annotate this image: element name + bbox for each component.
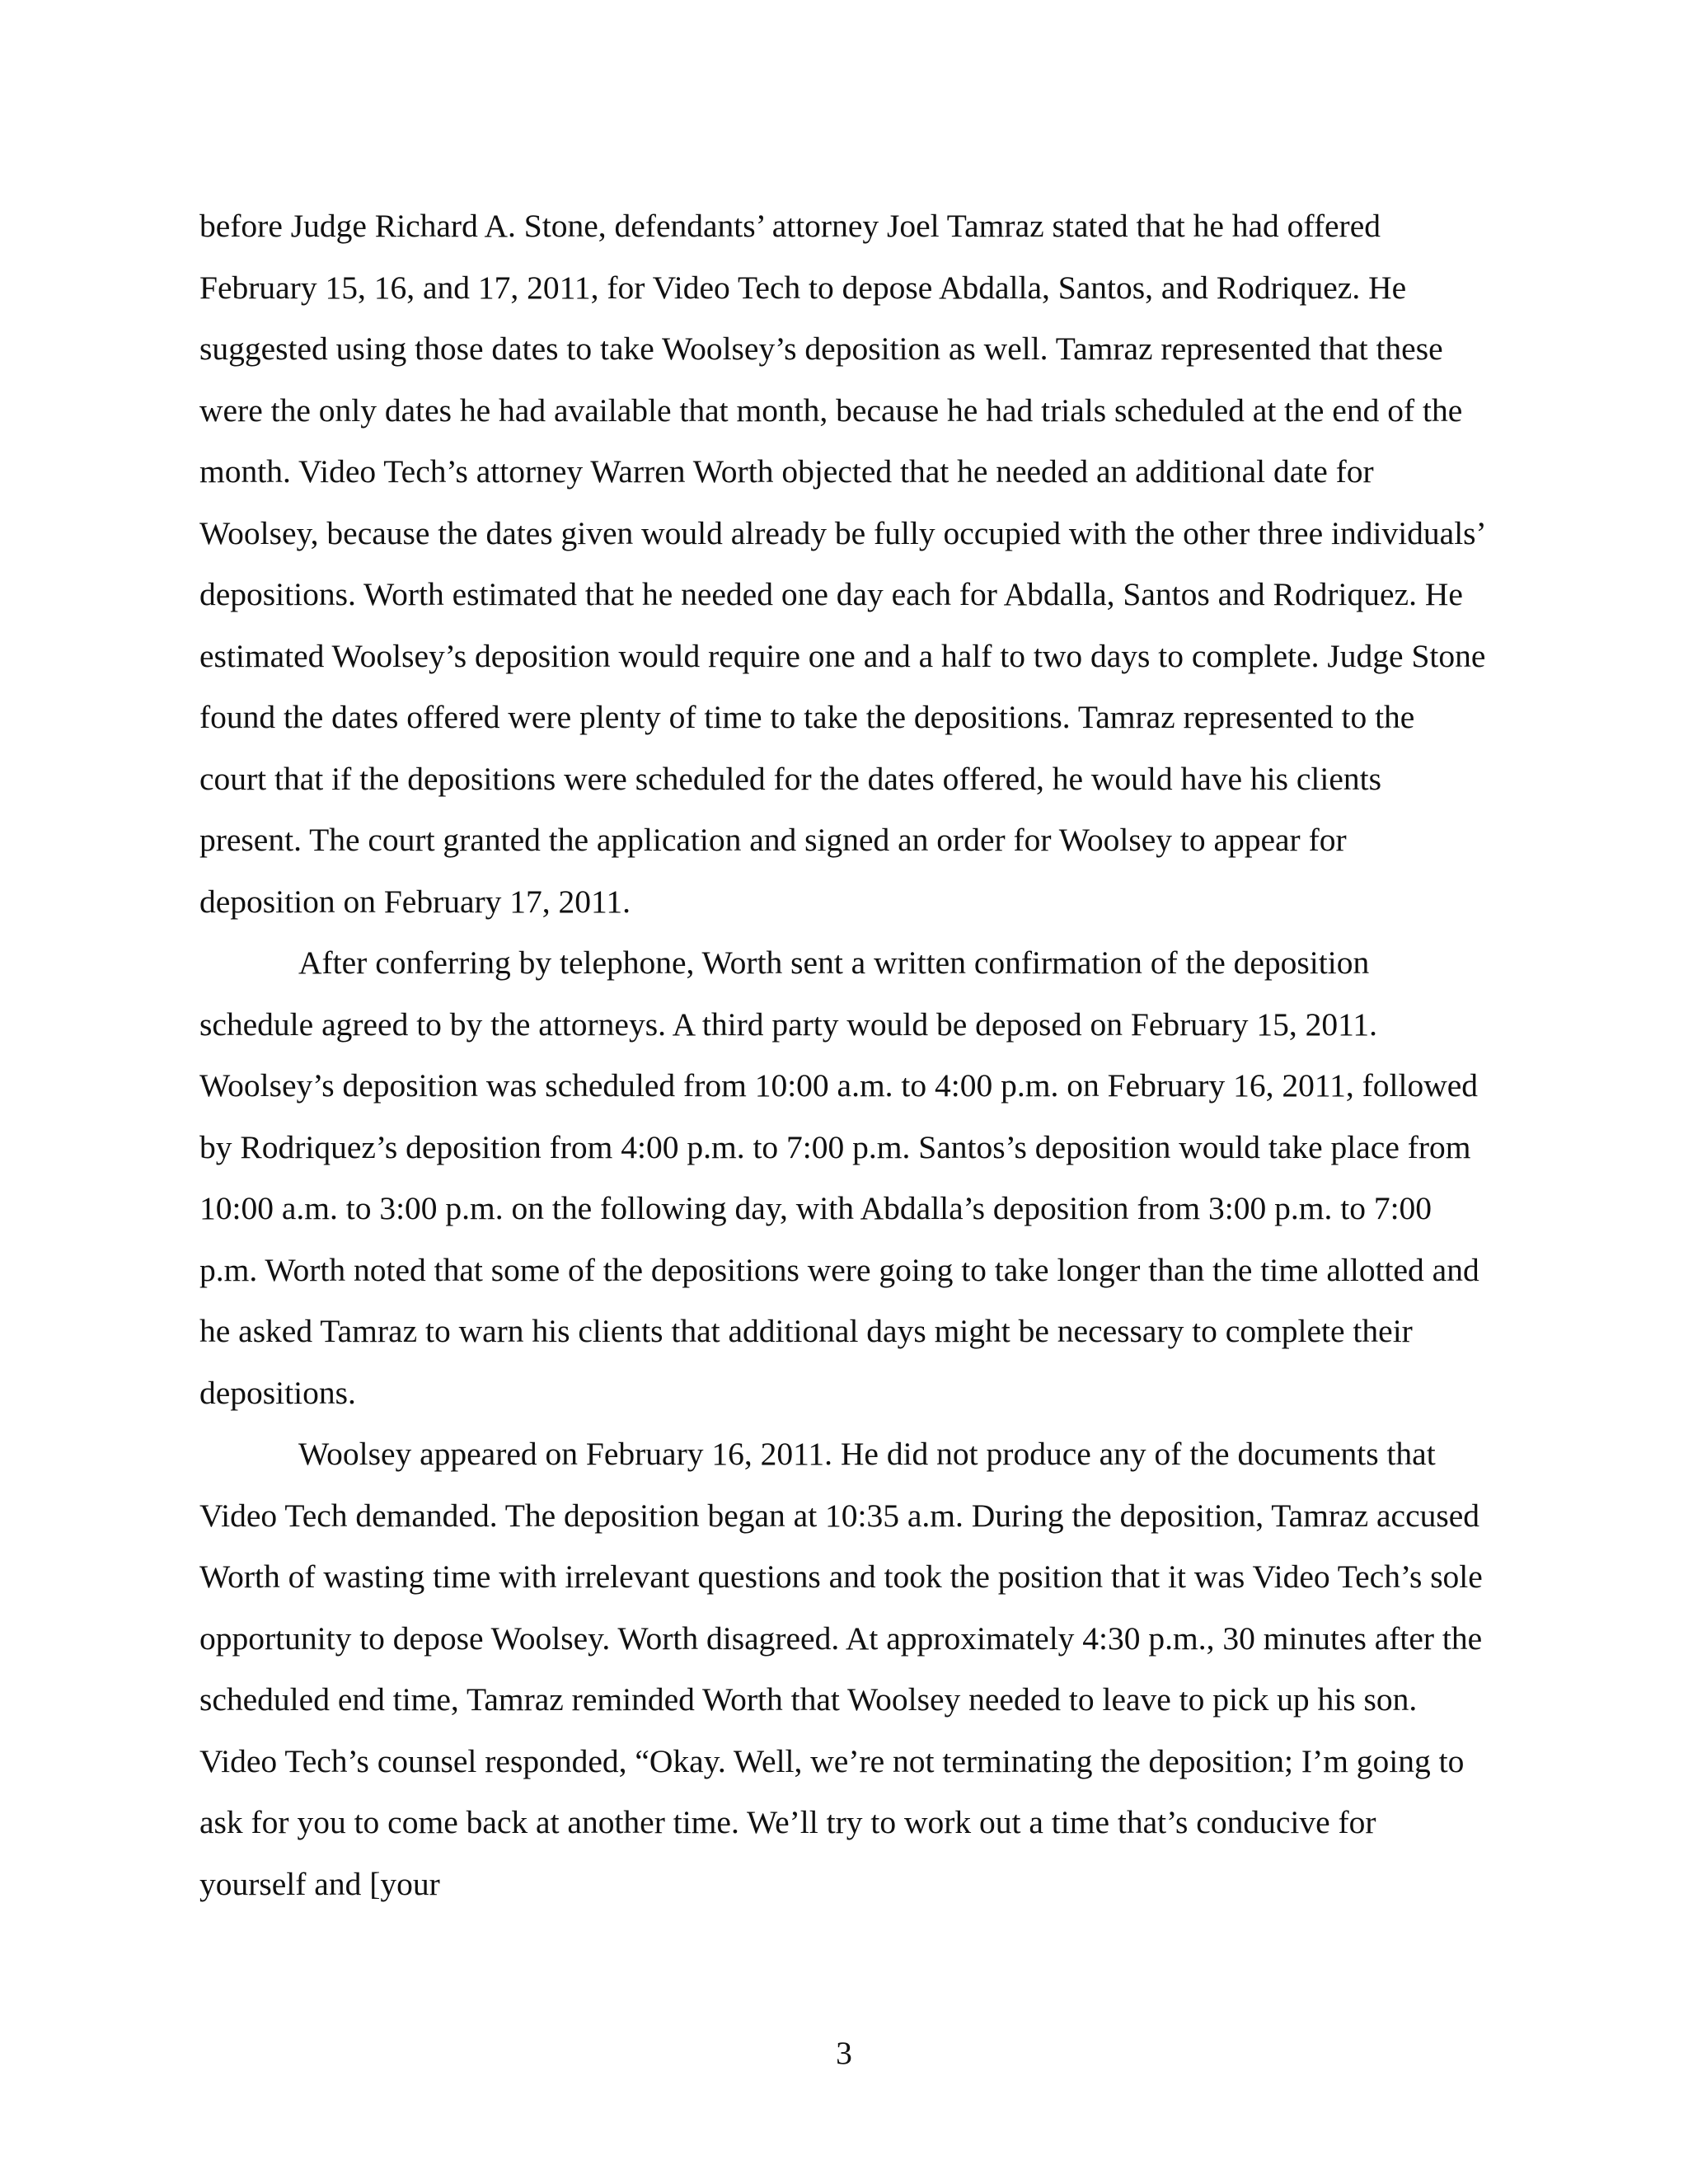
page-number: 3	[836, 2035, 852, 2071]
paragraph-deposition-dates: before Judge Richard A. Stone, defendants’ attorney Joel Tamraz stated that he had offered February 15, 16, and 17, 2011, for Video Tech to depose Abdalla, Santos, and Rodriquez. He suggested using those dates to take Woolsey’s deposition as well. Tamraz represented that these were the only dates he had available that month, because he had trials scheduled at the end of the month. Video Tech’s attorney Warren Worth objected that he needed an additional date for Woolsey, because the dates given would already be fully occupied with the other three individuals’ depositions. Worth estimated that he needed one day each for Abdalla, Santos and Rodriquez. He estimated Woolsey’s deposition would require one and a half to two days to complete. Judge Stone found the dates offered were plenty of time to take the depositions. Tamraz represented to the court that if the depositions were scheduled for the dates offered, he would have his clients present. The court granted the application and signed an order for Woolsey to appear for deposition on February 17, 2011.	[199, 208, 1486, 920]
paragraph-schedule-confirmation: After conferring by telephone, Worth sent a written confirmation of the deposition schedule agreed to by the attorneys. A third party would be deposed on February 15, 2011. Woolsey’s deposition was scheduled from 10:00 a.m. to 4:00 p.m. on February 16, 2011, followed by Rodriquez’s deposition from 4:00 p.m. to 7:00 p.m. Santos’s deposition would take place from 10:00 a.m. to 3:00 p.m. on the following day, with Abdalla’s deposition from 3:00 p.m. to 7:00 p.m. Worth noted that some of the depositions were going to take longer than the time allotted and he asked Tamraz to warn his clients that additional days might be necessary to complete their depositions.	[199, 944, 1479, 1411]
paragraph-woolsey-appearance: Woolsey appeared on February 16, 2011. He did not produce any of the documents that Video Tech demanded. The deposition began at 10:35 a.m. During the deposition, Tamraz accused Worth of wasting time with irrelevant questions and took the position that it was Video Tech’s sole opportunity to depose Woolsey. Worth disagreed. At approximately 4:30 p.m., 30 minutes after the scheduled end time, Tamraz reminded Worth that Woolsey needed to leave to pick up his son. Video Tech’s counsel responded, “Okay. Well, we’re not terminating the deposition; I’m going to ask for you to come back at another time. We’ll try to work out a time that’s conducive for yourself and [your	[199, 1436, 1483, 1902]
document-body	[199, 195, 1489, 1915]
